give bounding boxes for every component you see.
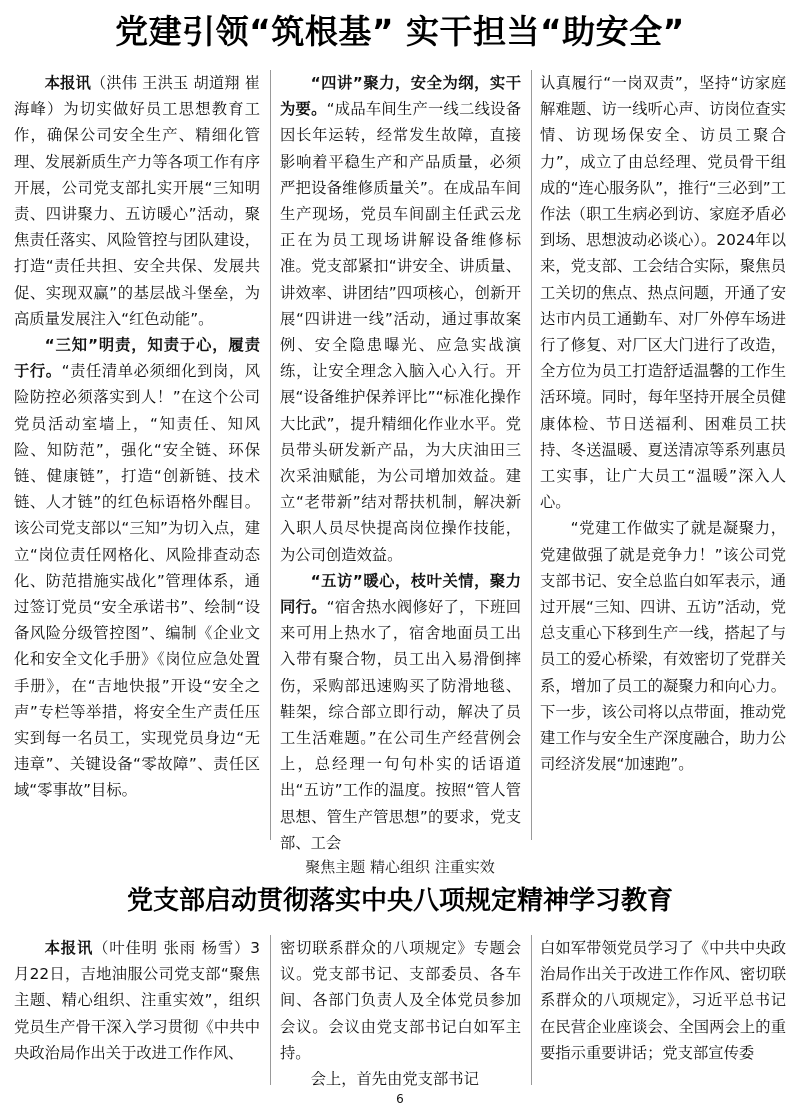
article-column-2 [280, 70, 521, 852]
paragraph [280, 568, 521, 856]
paragraph [14, 935, 260, 1066]
paragraph-text: （洪伟 王洪玉 胡道翔 崔海峰）为切实做好员工思想教育工作，确保公司安全生产、精细化管理、发展新质生产力等各项工作有序开展，公司党支部扎实开展“三知明责、四讲聚力、五访暖心”活动，聚焦责任落实、风险管控与团队建设，打造“责任共担、安全共保、发展共促、实现双赢”的基层战斗堡垒，为高质量发展注入“红色动能”。 [14, 74, 260, 328]
article-subtitle: 聚焦主题 精心组织 注重实效 [305, 858, 495, 876]
lead-in: 本报讯 [44, 939, 94, 957]
article-title: 党支部启动贯彻落实中央八项规定精神学习教育 [126, 886, 673, 916]
article-column-3 [540, 70, 786, 840]
paragraph-text: “成品车间生产一线二线设备因长年运转，经常发生故障，直接影响着平稳生产和产品质量，必须严把设备维修质量关”。在成品车间生产现场，党员车间副主任武云龙正在为员工现场讲解设备维修标准。党支部紧扣“讲安全、讲质量、讲效率、讲团结”四项核心，创新开展“四讲进一线”活动，通过事故案例、安全隐患曝光、应急实战演练，让安全理念入脑入心入行。开展“设备维护保养评比”“标准化操作大比武”，提升精细化作业水平。党员带头研发新产品，为大庆油田三次采油赋能，为公司增加效益。建立“老带新”结对帮扶机制，解决新入职人员尽快提高岗位操作技能，为公司创造效益。 [280, 100, 521, 564]
column-divider [270, 70, 271, 840]
lead-in: “三知”明责，知责于心，履责于行。 [14, 336, 260, 381]
article-column-3 [540, 935, 786, 1085]
article-column-1 [14, 935, 260, 1085]
column-divider [531, 935, 532, 1085]
paragraph: 白如军带领党员学习了《中共中央政治局作出关于改进工作作风、密切联系群众的八项规定》，习近平总书记在民营企业座谈会、全国两会上的重要指示重要讲话；党支部宣传委 [540, 939, 786, 1062]
paragraph-text: “责任清单必须细化到岗，风险防控必须落实到人！”在这个公司党员活动室墙上，“知责任、知风险、知防范”，强化“安全链、环保链、健康链”，打造“创新链、技术链、人才链”的红色标语格外醒目。该公司党支部以“三知”为切入点，建立“岗位责任网格化、风险排查动态化、防范措施实战化”管理体系，通过签订党员“安全承诺书”、绘制“设备风险分级管控图”、编制《企业文化和安全文化手册》《岗位应急处置手册》，在“吉地快报”开设“安全之声”专栏等举措，将安全生产责任压实到每一名员工，实现党员身边“无违章”、关键设备“零故障”、责任区域“零事故”目标。 [14, 362, 260, 800]
lead-in: 本报讯 [44, 74, 91, 92]
paragraph [280, 70, 521, 568]
article-column-1 [14, 70, 260, 840]
article-title: 党建引领“筑根基” 实干担当“助安全” [115, 12, 685, 51]
paragraph: “党建工作做实了就是凝聚力，党建做强了就是竞争力！”该公司党支部书记、安全总监白如军表示，通过开展“三知、四讲、五访”活动，党总支重心下移到生产一线，搭起了与员工的爱心桥梁，有效密切了党群关系，增加了员工的凝聚力和向心力。下一步，该公司将以点带面，推动党建工作与安全生产深度融合，助力公司经济发展“加速跑”。 [540, 519, 786, 774]
article-column-2 [280, 935, 521, 1089]
paragraph [14, 332, 260, 804]
lead-in: “四讲”聚力，安全为纲，实干为要。 [280, 74, 521, 119]
paragraph [14, 70, 260, 332]
paragraph: 会上，首先由党支部书记 [310, 1070, 479, 1089]
paragraph-text: “宿舍热水阀修好了，下班回来可用上热水了，宿舍地面员工出入带有聚合物，员工出入易滑倒摔伤，采购部迅速购买了防滑地毯、鞋架，综合部立即行动，解决了员工生活难题。”在公司生产经营例会上，总经理一句句朴实的话语道出“五访”工作的温度。按照“管人管思想、管生产管思想”的要求，党支部、工会 [280, 598, 521, 852]
page-number: 6 [396, 1092, 404, 1106]
lead-in: “五访”暖心，枝叶关情，聚力同行。 [280, 571, 521, 617]
paragraph: 认真履行“一岗双责”，坚持“访家庭解难题、访一线听心声、访岗位查实情、访现场保安全、访员工聚合力”，成立了由总经理、党员骨干组成的“连心服务队”，推行“三必到”工作法（职工生病必到访、家庭矛盾必到场、思想波动必谈心）。2024年以来，党支部、工会结合实际，聚焦员工关切的焦点、热点问题，开通了安达市内员工通勤车、对厂外停车场进行了修复、对厂区大门进行了改造，全方位为员工打造舒适温馨的工作生活环境。同时，每年坚持开展全员健康体检、节日送福利、困难员工扶持、冬送温暖、夏送清凉等系列惠员工实事，让广大员工“温暖”深入人心。 [540, 74, 786, 512]
column-divider [531, 70, 532, 840]
paragraph: 密切联系群众的八项规定》专题会议。党支部书记、支部委员、各车间、各部门负责人及全体党员参加会议。会议由党支部书记白如军主持。 [280, 939, 521, 1062]
paragraph-text: （叶佳明 张雨 杨雪）3月22日，吉地油服公司党支部“聚焦主题、精心组织、注重实效”，组织党员生产骨干深入学习贯彻《中共中央政治局作出关于改进工作作风、 [14, 939, 260, 1062]
column-divider [270, 935, 271, 1085]
